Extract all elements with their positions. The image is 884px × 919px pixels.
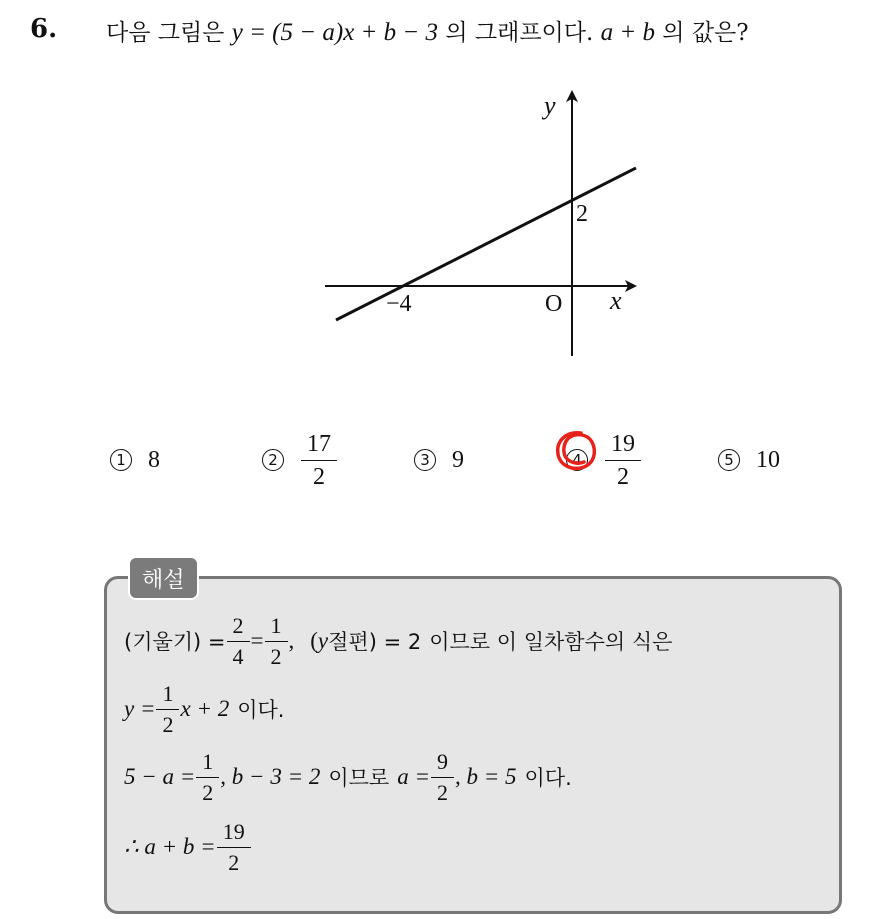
choice-marker: 4 [566,449,588,471]
fraction-denominator: 2 [265,641,288,668]
line3-fraction-1 [199,748,216,805]
choice-1[interactable] [110,420,160,500]
line3-mid-ko: 이므로 [328,766,390,790]
selected-answer-mark [553,428,599,474]
fraction-denominator: 2 [156,709,179,736]
equals-sign: = [250,628,264,653]
fraction-denominator: 2 [217,847,251,874]
choice-2[interactable] [262,420,338,500]
line4-lhs: ∴ a + b = [124,834,216,859]
solution-tag: 해설 [128,556,199,600]
question-text [106,14,749,47]
choice-marker: 5 [718,449,740,471]
solution-line-4 [124,816,252,878]
fraction-denominator: 2 [301,460,337,489]
solution-line-1 [124,612,672,670]
line2-tail: 이다. [237,698,285,722]
line1-tail: 이므로 이 일차함수의 식은 [429,630,673,654]
y-intercept-label: 2 [576,201,588,227]
origin-label: O [545,291,563,317]
line3-tail: 이다. [524,766,572,790]
choice-value: 10 [756,446,780,473]
choice-value: 9 [452,446,464,473]
y-axis-label: y [544,91,556,120]
line3-fraction-2 [434,748,451,805]
line2-rhs: x + 2 [180,696,230,721]
fraction-numerator: 1 [270,612,282,638]
y-intercept-open: ( [310,628,318,653]
question-ask-suffix: 의 값은? [662,20,749,46]
line2-fraction [159,680,176,737]
line3-lhs: 5 − a = [124,764,196,789]
fraction-numerator: 19 [611,430,635,457]
choice-value: 8 [148,446,160,473]
slope-label: (기울기) = [124,630,226,654]
choice-fraction [304,432,334,489]
line2-lhs: y = [124,696,156,721]
comma: , [288,628,295,653]
answer-choices [0,420,884,500]
line3-mid: , b − 3 = 2 [220,764,321,789]
choice-marker: 3 [414,449,436,471]
y-intercept-var: y [317,628,329,653]
line3-a-eq: a = [397,764,430,789]
x-axis-label: x [610,286,622,315]
question-middle: 의 그래프이다. [445,20,594,46]
solution-line-3 [124,748,572,806]
y-intercept-rest: 절편) = 2 [328,630,422,654]
fraction-denominator: 2 [196,777,219,804]
fraction-numerator: 2 [232,612,244,638]
x-intercept-label: −4 [386,291,412,317]
fraction-numerator: 19 [222,818,245,844]
fraction-numerator: 1 [162,680,174,706]
fraction-numerator: 9 [436,748,448,774]
question-prefix: 다음 그림은 [106,20,225,46]
choice-3[interactable] [414,420,464,500]
graph-line [336,168,636,320]
question-equation: y = (5 − a)x + b − 3 [231,19,439,46]
line4-fraction [220,818,248,875]
choice-marker: 2 [262,449,284,471]
line3-b-eq: , b = 5 [454,764,517,789]
choice-5[interactable] [718,420,780,500]
fraction-denominator: 2 [431,777,454,804]
slope-fraction-1 [230,612,247,669]
solution-line-2 [124,680,284,738]
question-ask-expression: a + b [600,19,655,46]
fraction-denominator: 2 [605,460,641,489]
question-number: 6. [30,14,58,44]
line-graph [300,80,660,370]
fraction-denominator: 4 [227,641,250,668]
choice-marker: 1 [110,449,132,471]
fraction-numerator: 1 [202,748,214,774]
fraction-numerator: 17 [307,430,331,457]
slope-fraction-2 [268,612,285,669]
choice-fraction [608,432,638,489]
